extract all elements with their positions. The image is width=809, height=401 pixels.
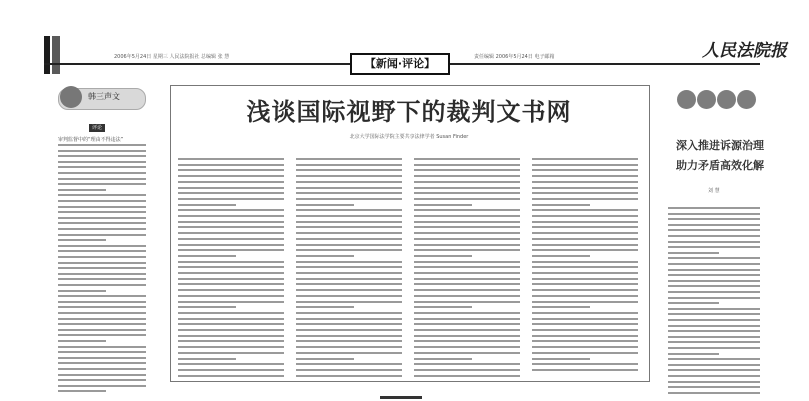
text-line [668, 257, 760, 259]
text-line [414, 323, 520, 325]
text-line [296, 261, 402, 263]
text-line [532, 261, 638, 263]
text-line [414, 278, 520, 280]
text-line [296, 249, 402, 251]
text-line [414, 346, 520, 348]
text-line [668, 381, 760, 383]
text-line [532, 255, 590, 257]
text-line [532, 221, 638, 223]
text-line [668, 308, 760, 310]
text-line [58, 379, 146, 381]
text-line [668, 246, 760, 248]
text-line [178, 192, 284, 194]
text-line [532, 369, 638, 371]
text-line [532, 301, 638, 303]
text-line [58, 329, 146, 331]
text-line [178, 323, 284, 325]
text-line [58, 290, 106, 292]
text-line [178, 289, 284, 291]
text-line [668, 375, 760, 377]
text-line [668, 297, 760, 299]
text-line [58, 228, 146, 230]
text-line [58, 222, 146, 224]
column-logo-icon [60, 86, 82, 108]
text-line [58, 351, 146, 353]
text-line [178, 369, 284, 371]
text-line [532, 215, 638, 217]
text-line [58, 161, 146, 163]
text-line [178, 301, 284, 303]
column-logo-text: 韩三声文 [88, 92, 120, 101]
text-line [58, 256, 146, 258]
text-line [296, 181, 402, 183]
text-line [414, 187, 520, 189]
text-line [414, 266, 520, 268]
text-line [532, 244, 638, 246]
text-line [532, 232, 638, 234]
bottom-rule [380, 396, 422, 399]
text-line [532, 278, 638, 280]
text-line [178, 215, 284, 217]
text-line [414, 283, 520, 285]
text-line [668, 330, 760, 332]
text-line [58, 200, 146, 202]
text-line [296, 209, 402, 211]
text-line [296, 346, 402, 348]
text-line [668, 218, 760, 220]
text-line [296, 318, 402, 320]
text-line [58, 374, 146, 376]
text-line [58, 217, 146, 219]
text-line [414, 232, 520, 234]
text-line [58, 239, 106, 241]
text-line [58, 273, 146, 275]
text-line [178, 266, 284, 268]
text-line [296, 266, 402, 268]
text-line [414, 369, 520, 371]
text-line [58, 245, 146, 247]
text-line [178, 329, 284, 331]
text-line [58, 357, 146, 359]
text-line [296, 164, 402, 166]
right-article-title-line1: 深入推进诉源治理 [676, 139, 764, 152]
text-line [178, 169, 284, 171]
text-line [178, 306, 236, 308]
text-line [58, 312, 146, 314]
right-article-title-line2: 助力矛盾高效化解 [676, 159, 764, 172]
text-line [178, 363, 284, 365]
text-line [58, 150, 146, 152]
text-line [414, 198, 520, 200]
text-line [58, 284, 146, 286]
text-line [58, 178, 146, 180]
text-line [532, 289, 638, 291]
text-line [58, 323, 146, 325]
text-line [668, 224, 760, 226]
text-line [58, 250, 146, 252]
text-line [296, 289, 402, 291]
text-line [668, 386, 760, 388]
text-line [414, 295, 520, 297]
text-line [178, 295, 284, 297]
article-headline: 浅谈国际视野下的裁判文书网 [246, 97, 572, 126]
text-line [296, 278, 402, 280]
column-icon [677, 90, 696, 109]
text-line [58, 189, 106, 191]
text-line [414, 289, 520, 291]
text-line [414, 238, 520, 240]
text-line [296, 244, 402, 246]
text-line [296, 198, 402, 200]
text-line [668, 341, 760, 343]
text-line [532, 283, 638, 285]
text-line [532, 272, 638, 274]
text-line [178, 232, 284, 234]
text-line [414, 312, 520, 314]
text-line [178, 352, 284, 354]
text-line [532, 181, 638, 183]
text-line [296, 169, 402, 171]
text-line [532, 340, 638, 342]
text-line [668, 285, 760, 287]
text-line [668, 353, 719, 355]
text-line [668, 392, 760, 394]
text-line [296, 375, 402, 377]
text-line [178, 272, 284, 274]
text-line [296, 329, 402, 331]
masthead-bar [44, 36, 50, 74]
text-line [58, 334, 146, 336]
text-line [296, 238, 402, 240]
text-line [178, 198, 284, 200]
text-line [296, 283, 402, 285]
text-line [668, 207, 760, 209]
text-line [532, 295, 638, 297]
text-line [296, 358, 354, 360]
text-line [178, 204, 236, 206]
text-line [296, 215, 402, 217]
text-line [532, 249, 638, 251]
text-line [668, 291, 760, 293]
text-line [532, 226, 638, 228]
text-line [414, 181, 520, 183]
text-line [58, 234, 146, 236]
text-line [668, 280, 760, 282]
right-article-author: 刘 慧 [708, 188, 720, 194]
masthead-right-info: 责任编辑 2006年5月24日 电子邮箱 [474, 54, 555, 60]
text-line [414, 335, 520, 337]
text-line [296, 295, 402, 297]
text-line [668, 213, 760, 215]
text-line [532, 192, 638, 194]
text-line [58, 166, 146, 168]
text-line [178, 340, 284, 342]
text-line [58, 368, 146, 370]
text-line [178, 278, 284, 280]
text-line [296, 255, 354, 257]
text-line [58, 267, 146, 269]
text-line [58, 390, 106, 392]
text-line [178, 238, 284, 240]
column-icon [737, 90, 756, 109]
text-line [58, 144, 146, 146]
text-line [58, 172, 146, 174]
text-line [414, 358, 472, 360]
text-line [668, 358, 760, 360]
text-line [178, 346, 284, 348]
text-line [414, 352, 520, 354]
text-line [532, 346, 638, 348]
text-line [532, 363, 638, 365]
text-line [414, 158, 520, 160]
text-line [414, 226, 520, 228]
text-line [532, 164, 638, 166]
text-line [668, 274, 760, 276]
text-line [296, 335, 402, 337]
text-line [296, 340, 402, 342]
text-line [414, 244, 520, 246]
text-line [532, 169, 638, 171]
text-line [178, 283, 284, 285]
newspaper-brand: 人民法院报 [702, 41, 787, 61]
text-line [178, 209, 284, 211]
text-line [296, 232, 402, 234]
text-line [296, 306, 354, 308]
text-line [532, 198, 638, 200]
text-line [296, 312, 402, 314]
text-line [414, 215, 520, 217]
text-line [178, 244, 284, 246]
text-line [58, 211, 146, 213]
text-line [414, 209, 520, 211]
text-line [414, 340, 520, 342]
text-line [58, 183, 146, 185]
text-line [58, 206, 146, 208]
text-line [58, 295, 146, 297]
masthead-page-mark [52, 36, 60, 74]
text-line [532, 358, 590, 360]
text-line [414, 301, 520, 303]
text-line [668, 252, 719, 254]
text-line [296, 192, 402, 194]
text-line [414, 249, 520, 251]
text-line [668, 369, 760, 371]
text-line [668, 325, 760, 327]
text-line [668, 235, 760, 237]
text-line [178, 375, 284, 377]
text-line [532, 158, 638, 160]
text-line [532, 209, 638, 211]
text-line [668, 347, 760, 349]
text-line [532, 335, 638, 337]
text-line [414, 306, 472, 308]
text-line [58, 385, 146, 387]
text-line [532, 329, 638, 331]
text-line [178, 261, 284, 263]
text-line [414, 363, 520, 365]
text-line [414, 255, 472, 257]
column-subtitle: 审判监督中的“理由不得违法” [58, 137, 124, 143]
text-line [178, 249, 284, 251]
text-line [296, 323, 402, 325]
text-line [414, 221, 520, 223]
text-line [532, 318, 638, 320]
column-tag: 评论 [89, 124, 105, 132]
text-line [414, 204, 472, 206]
text-line [296, 221, 402, 223]
text-line [178, 358, 236, 360]
text-line [58, 306, 146, 308]
text-line [532, 187, 638, 189]
text-line [296, 301, 402, 303]
text-line [668, 241, 760, 243]
text-line [532, 175, 638, 177]
text-line [414, 169, 520, 171]
text-line [296, 175, 402, 177]
text-line [668, 229, 760, 231]
text-line [178, 221, 284, 223]
text-line [58, 340, 106, 342]
section-label: 【新闻·评论】 [350, 53, 450, 75]
text-line [414, 318, 520, 320]
text-line [668, 364, 760, 366]
column-icon [717, 90, 736, 109]
text-line [414, 329, 520, 331]
text-line [178, 175, 284, 177]
text-line [178, 312, 284, 314]
text-line [58, 301, 146, 303]
text-line [532, 266, 638, 268]
text-line [58, 155, 146, 157]
text-line [178, 164, 284, 166]
masthead-left-info: 2006年5月24日 星期三 人民法院报社 总编辑 张 慧 [114, 54, 230, 60]
text-line [296, 226, 402, 228]
text-line [178, 181, 284, 183]
text-line [58, 362, 146, 364]
text-line [178, 335, 284, 337]
text-line [414, 175, 520, 177]
text-line [296, 352, 402, 354]
text-line [414, 272, 520, 274]
text-line [296, 187, 402, 189]
text-line [668, 269, 760, 271]
text-line [58, 262, 146, 264]
text-line [296, 272, 402, 274]
text-line [668, 336, 760, 338]
column-icon [697, 90, 716, 109]
text-line [178, 255, 236, 257]
text-line [532, 306, 590, 308]
text-line [414, 375, 520, 377]
text-line [178, 187, 284, 189]
text-line [178, 158, 284, 160]
text-line [58, 194, 146, 196]
text-line [668, 263, 760, 265]
text-line [532, 204, 590, 206]
text-line [532, 323, 638, 325]
text-line [296, 204, 354, 206]
text-line [296, 158, 402, 160]
article-byline: 北京大学国际法学院主要共享法律学者 Susan Finder [349, 134, 469, 140]
text-line [414, 261, 520, 263]
text-line [58, 278, 146, 280]
text-line [414, 164, 520, 166]
text-line [668, 302, 719, 304]
text-line [296, 363, 402, 365]
text-line [414, 192, 520, 194]
text-line [668, 313, 760, 315]
text-line [296, 369, 402, 371]
text-line [532, 238, 638, 240]
text-line [532, 312, 638, 314]
text-line [668, 319, 760, 321]
text-line [178, 226, 284, 228]
text-line [58, 346, 146, 348]
text-line [178, 318, 284, 320]
text-line [58, 318, 146, 320]
text-line [532, 352, 638, 354]
